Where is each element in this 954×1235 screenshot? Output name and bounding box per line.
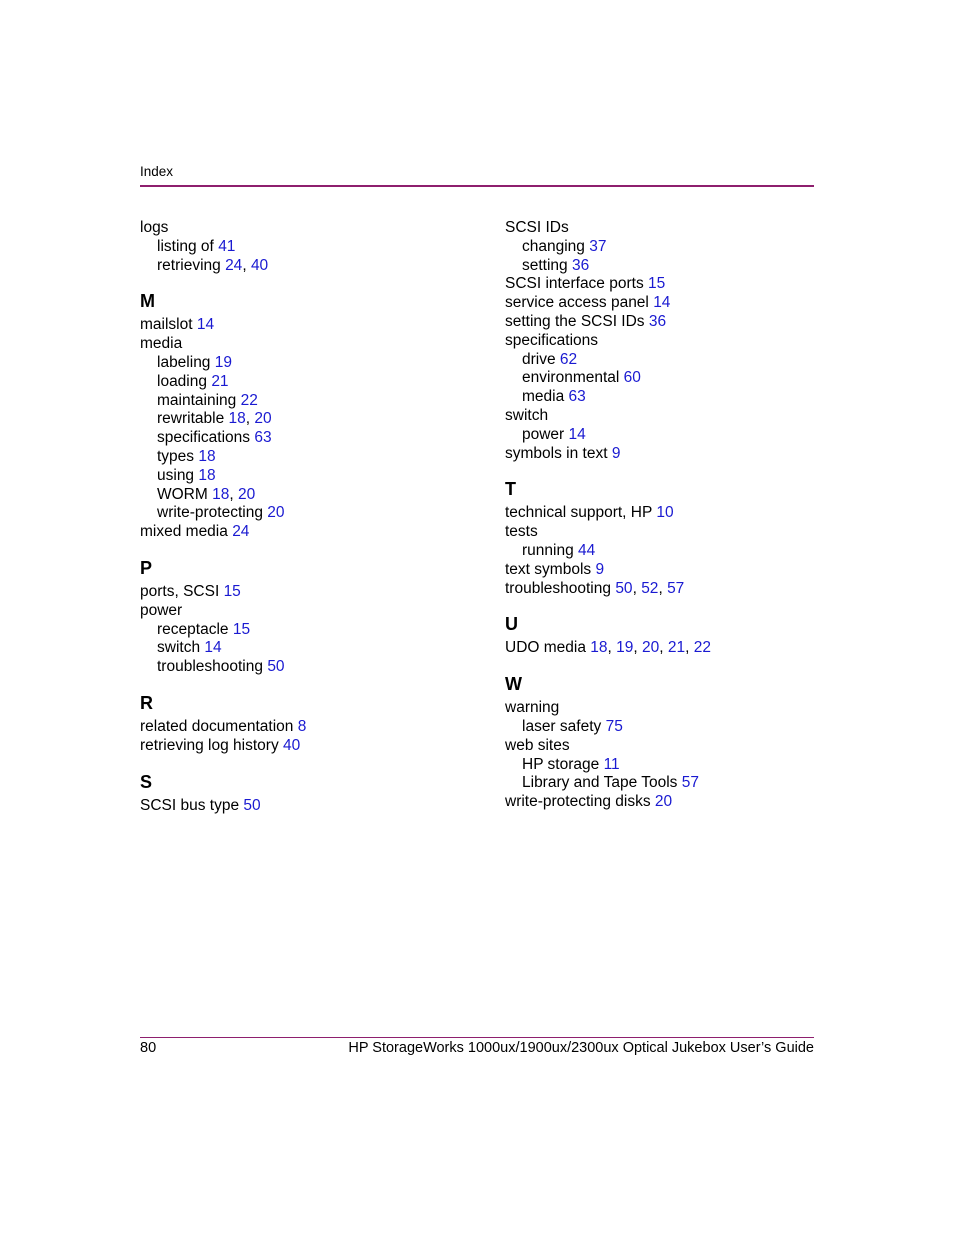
page-link[interactable]: 75 bbox=[605, 717, 623, 735]
index-entry bbox=[505, 561, 835, 580]
index-term: setting bbox=[522, 256, 568, 274]
page-link[interactable]: 19 bbox=[214, 353, 232, 371]
index-term: switch bbox=[505, 406, 549, 424]
index-entry bbox=[505, 275, 835, 294]
index-term: power bbox=[140, 601, 183, 619]
index-subentry bbox=[505, 756, 835, 775]
index-entry bbox=[140, 335, 470, 354]
index-subentry bbox=[140, 354, 470, 373]
index-term: running bbox=[522, 541, 574, 559]
index-term: setting the SCSI IDs bbox=[505, 312, 645, 330]
page-link[interactable]: 15 bbox=[232, 620, 251, 638]
index-subentry: retrieving 24, 40 bbox=[157, 256, 269, 274]
index-term: laser safety bbox=[522, 717, 602, 735]
page-link[interactable]: 11 bbox=[603, 755, 620, 773]
index-subentry bbox=[505, 774, 835, 793]
index-subentry bbox=[140, 658, 470, 677]
page-link[interactable]: 14 bbox=[196, 316, 215, 334]
page-link[interactable]: 63 bbox=[254, 429, 272, 447]
page-link[interactable]: 36 bbox=[648, 312, 667, 330]
index-subentry bbox=[505, 718, 835, 737]
index-subentry bbox=[505, 388, 835, 407]
index-subentry bbox=[140, 448, 470, 467]
index-term: mailslot bbox=[140, 316, 193, 334]
index-term: related documentation bbox=[140, 717, 294, 735]
index-subentry bbox=[505, 238, 835, 257]
page-link[interactable]: 44 bbox=[578, 541, 596, 559]
page-link[interactable]: 18 bbox=[228, 410, 246, 428]
index-term: troubleshooting bbox=[157, 658, 263, 676]
index-term: warning bbox=[505, 699, 560, 717]
index-term: write-protecting disks bbox=[505, 793, 651, 811]
index-term: UDO media bbox=[505, 639, 586, 657]
index-entry bbox=[505, 523, 835, 542]
index-subentry bbox=[140, 467, 470, 486]
index-term: SCSI bus type bbox=[140, 796, 240, 814]
index-term: SCSI interface ports bbox=[505, 275, 644, 293]
page-link[interactable]: 15 bbox=[648, 275, 666, 293]
index-subentry bbox=[140, 429, 470, 448]
index-entry bbox=[505, 219, 835, 238]
index-term: WORM bbox=[157, 485, 208, 503]
index-term: logs bbox=[140, 219, 169, 236]
index-term: changing bbox=[522, 237, 585, 255]
page-link[interactable]: 18 bbox=[198, 447, 216, 465]
index-term: tests bbox=[505, 523, 538, 541]
index-term: listing of bbox=[157, 237, 214, 255]
index-subentry bbox=[140, 639, 470, 658]
index-term: types bbox=[157, 447, 195, 465]
index-term: rewritable bbox=[157, 410, 225, 428]
index-letter-heading: W bbox=[505, 674, 522, 695]
index-entry bbox=[505, 737, 835, 756]
index-letter-heading: P bbox=[140, 557, 153, 578]
index-letter-heading: T bbox=[505, 479, 516, 500]
page-link[interactable]: 18 bbox=[198, 466, 216, 484]
index-subentry: WORM 18, 20 bbox=[157, 485, 256, 503]
index-entry bbox=[505, 504, 835, 523]
index-entry bbox=[505, 294, 835, 313]
page-link[interactable]: 14 bbox=[204, 639, 222, 657]
page-link[interactable]: 8 bbox=[297, 717, 307, 735]
index-term: loading bbox=[157, 372, 207, 390]
page-link[interactable]: 50 bbox=[615, 579, 633, 597]
index-term: text symbols bbox=[505, 560, 592, 578]
index-term: labeling bbox=[157, 353, 211, 371]
index-subentry: rewritable 18, 20 bbox=[157, 410, 272, 428]
index-term: write-protecting bbox=[157, 504, 263, 522]
page-link[interactable]: 15 bbox=[223, 582, 241, 600]
index-entry bbox=[140, 316, 470, 335]
index-term: Library and Tape Tools bbox=[522, 774, 678, 792]
index-term: SCSI IDs bbox=[505, 219, 569, 236]
index-subentry bbox=[505, 257, 835, 276]
index-column-right bbox=[505, 219, 835, 812]
index-subentry bbox=[505, 542, 835, 561]
index-entry bbox=[140, 583, 470, 602]
page-link[interactable]: 50 bbox=[243, 796, 261, 814]
index-term: troubleshooting bbox=[505, 579, 611, 597]
page-link[interactable]: 20 bbox=[237, 485, 256, 503]
index-subentry bbox=[140, 238, 470, 257]
page-link[interactable]: 57 bbox=[681, 774, 699, 792]
index-entry bbox=[505, 332, 835, 351]
index-entry bbox=[505, 793, 835, 812]
index-term: using bbox=[157, 466, 195, 484]
page-link[interactable]: 18 bbox=[590, 639, 608, 657]
index-subentry bbox=[140, 373, 470, 392]
page-link[interactable]: 20 bbox=[654, 793, 673, 811]
index-subentry bbox=[505, 426, 835, 445]
index-term: service access panel bbox=[505, 294, 649, 312]
index-entry bbox=[505, 313, 835, 332]
page-link[interactable]: 22 bbox=[693, 639, 712, 657]
page-link[interactable]: 21 bbox=[667, 639, 686, 657]
index-subentry bbox=[140, 504, 470, 523]
index-entry bbox=[140, 219, 470, 238]
page-link[interactable]: 40 bbox=[283, 736, 301, 754]
page-link[interactable]: 57 bbox=[667, 579, 685, 597]
index-letter-heading: M bbox=[140, 291, 155, 312]
page-link[interactable]: 24 bbox=[225, 256, 243, 274]
index-entry: UDO media 18, 19, 20, 21, 22 bbox=[505, 639, 712, 657]
index-term: retrieving log history bbox=[140, 736, 279, 754]
index-entry: troubleshooting 50, 52, 57 bbox=[505, 579, 685, 597]
index-subentry bbox=[505, 351, 835, 370]
page-link[interactable]: 52 bbox=[641, 579, 659, 597]
index-entry bbox=[140, 718, 470, 737]
page-link[interactable]: 41 bbox=[218, 237, 236, 255]
page-link[interactable]: 37 bbox=[589, 237, 607, 255]
header-rule bbox=[140, 185, 814, 187]
page-link[interactable]: 20 bbox=[254, 410, 272, 428]
index-subentry bbox=[505, 369, 835, 388]
index-term: receptacle bbox=[157, 620, 229, 638]
index-term: symbols in text bbox=[505, 444, 608, 462]
page-link[interactable]: 9 bbox=[595, 560, 605, 578]
index-term: retrieving bbox=[157, 256, 221, 274]
index-term: specifications bbox=[505, 331, 599, 349]
page-link[interactable]: 36 bbox=[571, 256, 590, 274]
page-link[interactable]: 14 bbox=[653, 294, 671, 312]
footer-rule bbox=[140, 1037, 814, 1038]
index-entry bbox=[140, 602, 470, 621]
page-link[interactable]: 24 bbox=[232, 523, 250, 541]
index-subentry bbox=[140, 621, 470, 640]
page-link[interactable]: 9 bbox=[611, 444, 621, 462]
index-term: maintaining bbox=[157, 391, 237, 409]
index-column-left bbox=[140, 219, 470, 815]
page-link[interactable]: 20 bbox=[267, 504, 285, 522]
index-term: HP storage bbox=[522, 755, 600, 773]
index-entry bbox=[505, 407, 835, 426]
index-letter-heading: U bbox=[505, 614, 518, 635]
index-term: switch bbox=[157, 639, 201, 657]
page-link[interactable]: 18 bbox=[212, 485, 230, 503]
index-entry bbox=[505, 445, 835, 464]
page-link[interactable]: 60 bbox=[623, 369, 641, 387]
index-term: technical support, HP bbox=[505, 504, 653, 522]
index-term: web sites bbox=[505, 736, 570, 754]
index-term: specifications bbox=[157, 429, 251, 447]
book-title: HP StorageWorks 1000ux/1900ux/2300ux Optical Jukebox User’s Guide bbox=[348, 1040, 814, 1056]
index-subentry bbox=[140, 392, 470, 411]
index-letter-heading: S bbox=[140, 771, 153, 792]
index-term: drive bbox=[522, 350, 556, 368]
index-term: media bbox=[522, 388, 565, 406]
index-term: power bbox=[522, 425, 565, 443]
page-link[interactable]: 50 bbox=[267, 658, 285, 676]
page-link[interactable]: 20 bbox=[642, 639, 660, 657]
page-link[interactable]: 14 bbox=[568, 425, 586, 443]
index-entry bbox=[140, 523, 470, 542]
running-header: Index bbox=[140, 164, 174, 179]
page-link[interactable]: 19 bbox=[616, 639, 634, 657]
page-link[interactable]: 10 bbox=[656, 504, 674, 522]
index-entry bbox=[140, 797, 470, 816]
index-term: media bbox=[140, 335, 183, 353]
index-term: environmental bbox=[522, 369, 620, 387]
page-link[interactable]: 40 bbox=[250, 256, 269, 274]
page-number: 80 bbox=[140, 1040, 157, 1056]
index-entry bbox=[505, 699, 835, 718]
index-term: ports, SCSI bbox=[140, 582, 220, 600]
page-link[interactable]: 21 bbox=[211, 372, 229, 390]
index-term: mixed media bbox=[140, 523, 228, 541]
page-link[interactable]: 63 bbox=[568, 388, 586, 406]
page-link[interactable]: 22 bbox=[240, 391, 258, 409]
page-link[interactable]: 62 bbox=[559, 350, 578, 368]
index-entry bbox=[140, 737, 470, 756]
index-letter-heading: R bbox=[140, 692, 153, 713]
